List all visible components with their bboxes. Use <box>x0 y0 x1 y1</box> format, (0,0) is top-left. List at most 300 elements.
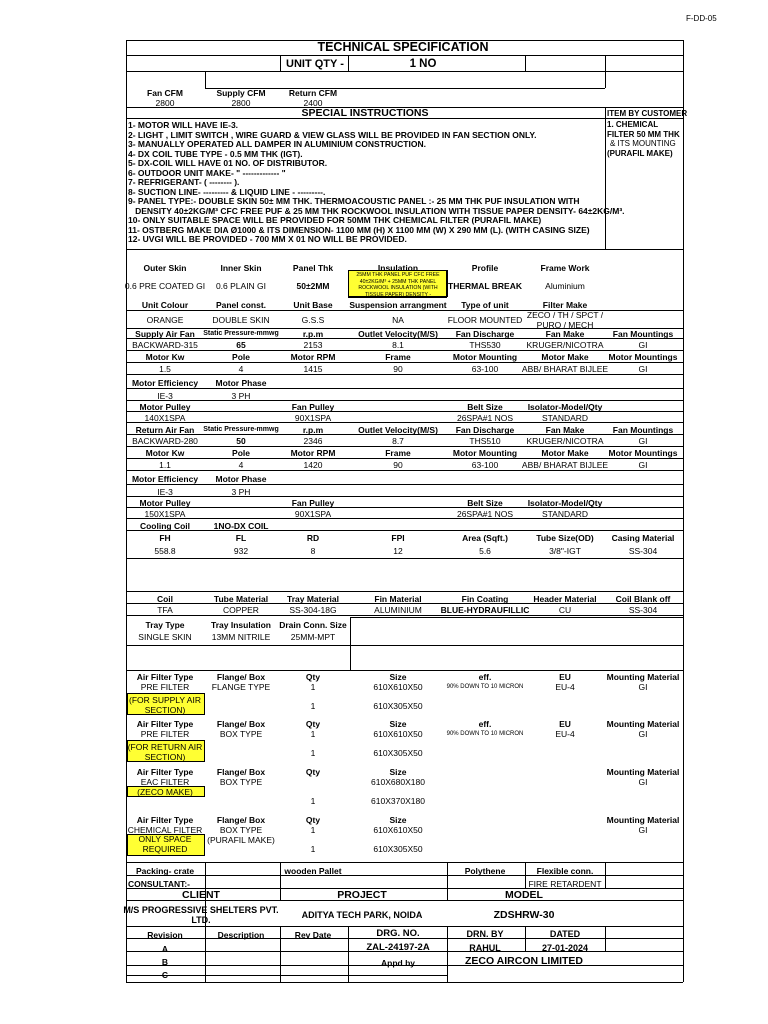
grid-line-h <box>126 975 447 976</box>
instruction-line: 7- REFRIGERANT- ( -------- ). <box>128 177 240 187</box>
instruction-line: 2- LIGHT , LIMIT SWITCH , WIRE GUARD & VIEW GLASS WILL BE PROVIDED IN FAN SECTION ONLY. <box>128 129 537 140</box>
model-heading: MODEL <box>505 889 543 901</box>
filter-qty: 1 <box>310 729 316 739</box>
filter-qty: 1 <box>310 825 316 835</box>
filter-header: Qty <box>305 672 321 682</box>
coil-h3: Drain Conn. Size <box>279 620 347 630</box>
supply-h1: Static Pressure-mmwg <box>203 330 279 337</box>
filter-mount: GI <box>638 777 648 787</box>
grid-line-h <box>126 670 683 671</box>
coil-h1: Tube Size(OD) <box>536 533 594 543</box>
instruction-line: 4- DX COIL TUBE TYPE - 0.5 MM THK (IGT). <box>128 148 303 159</box>
grid-line-v <box>280 55 281 71</box>
supply-h2: Motor Mounting <box>452 352 518 362</box>
return-h4: Motor Pulley <box>139 498 191 508</box>
filter-size: 610X610X50 <box>373 729 423 739</box>
filter-header: Flange/ Box <box>216 767 266 777</box>
return-h2: Motor Make <box>541 448 589 458</box>
grid-line-v <box>525 55 526 71</box>
grid-line-v <box>350 617 351 670</box>
doc-code: F-DD-05 <box>686 14 717 23</box>
instruction-line: 1- MOTOR WILL HAVE IE-3. <box>128 120 239 130</box>
grid-line-v <box>280 862 281 888</box>
grid-line-h <box>126 374 683 375</box>
supply-h2: Motor Mountings <box>608 352 678 362</box>
return-h1: Return Air Fan <box>135 425 195 435</box>
unit-colour-value: ORANGE <box>146 315 184 325</box>
unit-base-value: G.S.S <box>301 315 325 325</box>
return-h1: Static Pressure-mmwg <box>203 426 279 433</box>
client-name: LTD. <box>191 915 211 925</box>
filter-header: Mounting Material <box>606 672 680 682</box>
grid-line-h <box>126 496 683 497</box>
grid-line-v <box>205 71 206 88</box>
supply-h2: Pole <box>232 352 250 362</box>
return-v2: 63-100 <box>471 460 499 470</box>
rev-date-heading: Rev Date <box>294 930 332 940</box>
return-v3: 3 PH <box>231 487 251 497</box>
supply-v1: 65 <box>236 340 246 350</box>
coil-h1: FH <box>159 533 171 543</box>
polythene-label: Polythene <box>464 866 506 876</box>
coil-v2: SS-304-18G <box>289 605 337 615</box>
grid-line-v <box>683 40 684 982</box>
filter-type: CHEMICAL FILTER <box>127 825 203 835</box>
filter-mount: GI <box>638 825 648 835</box>
filter-header: Size <box>389 767 407 777</box>
return-v1: 8.7 <box>392 436 404 446</box>
filter-header: Air Filter Type <box>136 719 194 729</box>
panel-thk-value: 50±2MM <box>296 281 330 291</box>
coil-h1: Casing Material <box>611 533 675 543</box>
coil-v1: 12 <box>393 546 403 556</box>
fire-retardent: FIRE RETARDENT <box>528 879 602 889</box>
coil-v1: SS-304 <box>628 546 658 556</box>
packing-label: Packing- crate <box>136 866 195 876</box>
supply-v2: 4 <box>238 364 244 374</box>
revision-c: C <box>161 970 169 980</box>
grid-line-h <box>126 446 683 447</box>
suspension-label: Suspension arrangment <box>349 300 447 310</box>
drg-no-heading: DRG. NO. <box>376 928 420 939</box>
filter-header: Qty <box>305 719 321 729</box>
grid-line-h <box>126 530 683 531</box>
coil-v3: SINGLE SKIN <box>138 632 192 642</box>
inner-skin-value: 0.6 PLAIN GI <box>215 281 267 291</box>
grid-line-h <box>126 484 683 485</box>
coil-h1: FPI <box>391 533 405 543</box>
filter-eff: 90% DOWN TO 10 MICRON <box>446 684 524 690</box>
grid-line-h <box>126 982 683 983</box>
filter-size: 610X370X180 <box>371 796 425 806</box>
coil-v2: TFA <box>157 605 173 615</box>
instruction-line: 5- DX-COIL WILL HAVE 01 NO. OF DISTRIBUTOR. <box>128 158 328 168</box>
filter-make-line: ZECO / TH / SPCT / <box>526 310 604 320</box>
panel-const-label: Panel const. <box>215 300 267 310</box>
grid-line-h <box>350 617 683 618</box>
supply-cfm-label: Supply CFM <box>216 88 266 98</box>
grid-line-v <box>348 55 349 71</box>
unit-qty-label: UNIT QTY - <box>286 58 344 70</box>
return-v4: STANDARD <box>541 509 589 519</box>
supply-h1: Fan Mountings <box>612 329 674 339</box>
grid-line-v <box>280 926 281 982</box>
supply-v4: 140X1SPA <box>144 413 186 423</box>
supply-h1: Supply Air Fan <box>135 329 195 339</box>
pallet-label: wooden Pallet <box>284 866 342 876</box>
filter-type: PRE FILTER <box>140 682 190 692</box>
coil-v1: 8 <box>310 546 316 556</box>
insulation-line: 40±2KG/M³ + 25MM THK PANEL <box>359 278 437 285</box>
instruction-line: 11- OSTBERG MAKE DIA Ø1000 & ITS DIMENSION- 1100 MM (H) X 1100 MM (W) X 290 MM (L). (WITH CASING SIZE) <box>128 224 590 235</box>
grid-line-v <box>525 862 526 888</box>
dated-value: 27-01-2024 <box>541 943 589 953</box>
outer-skin-value: 0.6 PRE COATED GI <box>124 281 206 291</box>
coil-v3: 25MM-MPT <box>290 632 336 642</box>
profile-label: Profile <box>471 263 499 273</box>
grid-line-v <box>447 862 448 888</box>
profile-value: THERMAL BREAK <box>448 281 522 291</box>
supply-cfm-value: 2800 <box>231 98 251 108</box>
coil-v2: COPPER <box>223 605 259 615</box>
coil-h2: Coil <box>156 594 174 604</box>
filter-type: PRE FILTER <box>140 729 190 739</box>
consultant-label: CONSULTANT:- <box>128 879 191 889</box>
filter-flange: BOX TYPE <box>219 777 263 787</box>
instruction-line: 6- OUTDOOR UNIT MAKE- " ------------- " <box>128 167 286 178</box>
filter-header: Size <box>389 719 407 729</box>
filter-qty: 1 <box>310 844 316 854</box>
return-h2: Motor Kw <box>145 448 185 458</box>
supply-v1: BACKWARD-315 <box>132 340 198 350</box>
filter-size: 610X610X50 <box>373 682 423 692</box>
return-v2: 1.1 <box>159 460 171 470</box>
return-h3: Motor Efficiency <box>131 474 199 484</box>
filter-qty: 1 <box>310 796 316 806</box>
coil-v1: 558.8 <box>154 546 176 556</box>
customer-line: FILTER 50 MM THK <box>607 129 680 139</box>
supply-v2: 90 <box>393 364 403 374</box>
supply-v1: 8.1 <box>392 340 404 350</box>
filter-header: Mounting Material <box>606 767 680 777</box>
return-h1: Fan Mountings <box>612 425 674 435</box>
return-h2: Pole <box>232 448 250 458</box>
grid-line-h <box>126 591 683 592</box>
inner-skin-label: Inner Skin <box>220 263 262 273</box>
customer-line: 1. CHEMICAL <box>607 120 659 129</box>
return-v2: GI <box>638 460 648 470</box>
filter-mount: GI <box>638 729 648 739</box>
coil-h2: Header Material <box>533 594 597 604</box>
client-heading: CLIENT <box>182 889 220 901</box>
supply-v1: GI <box>638 340 648 350</box>
frame-work-value: Aluminium <box>545 281 585 291</box>
revision-a: A <box>161 944 169 954</box>
model-name: ZDSHRW-30 <box>493 909 555 921</box>
supply-h3: Motor Efficiency <box>131 378 199 388</box>
filter-note: SECTION) <box>144 705 186 715</box>
grid-line-h <box>350 645 683 646</box>
coil-title: Cooling Coil <box>139 521 191 531</box>
supply-v2: 63-100 <box>471 364 499 374</box>
drg-no-value: ZAL-24197-2A <box>366 942 430 953</box>
supply-v1: THS530 <box>469 340 501 350</box>
supply-h2: Motor Make <box>541 352 589 362</box>
supply-h1: Fan Discharge <box>455 329 515 339</box>
return-v1: THS510 <box>469 436 501 446</box>
revision-b: B <box>161 957 169 967</box>
return-v4: 90X1SPA <box>294 509 332 519</box>
return-h2: Frame <box>385 448 411 458</box>
grid-line-v <box>447 926 448 951</box>
filter-header: Flange/ Box <box>216 719 266 729</box>
return-h2: Motor RPM <box>290 448 336 458</box>
filter-header: Air Filter Type <box>136 767 194 777</box>
customer-line: (PURAFIL MAKE) <box>607 148 673 158</box>
filter-type: EAC FILTER <box>140 777 190 787</box>
insulation-label: Insulation <box>377 263 419 273</box>
filter-make-label: Filter Make <box>542 300 588 310</box>
filter-header: Flange/ Box <box>216 672 266 682</box>
supply-h1: r.p.m <box>302 329 324 339</box>
coil-v2: BLUE-HYDRAUFILLIC <box>440 605 530 615</box>
coil-h1: FL <box>235 533 247 543</box>
return-cfm-label: Return CFM <box>288 88 338 98</box>
return-v3: IE-3 <box>157 487 173 497</box>
supply-h1: Outlet Velocity(M/S) <box>358 329 438 339</box>
drn-by-heading: DRN. BY <box>466 929 504 939</box>
return-h2: Motor Mountings <box>608 448 678 458</box>
coil-h3: Tray Type <box>145 620 185 630</box>
return-v4: 26SPA#1 NOS <box>456 509 514 519</box>
panel-const-value: DOUBLE SKIN <box>212 315 270 325</box>
insulation-line: ROCKWOOL INSULATION (WITH <box>358 285 438 291</box>
return-h2: Motor Mounting <box>452 448 518 458</box>
grid-line-v <box>605 862 606 888</box>
supply-v3: 3 PH <box>231 391 251 401</box>
filter-qty: 1 <box>310 682 316 692</box>
filter-note: (FOR SUPPLY AIR <box>129 695 201 705</box>
type-of-unit-value: FLOOR MOUNTED <box>447 315 523 325</box>
grid-line-h <box>126 362 683 363</box>
panel-thk-label: Panel Thk <box>292 263 334 273</box>
filter-eff: 90% DOWN TO 10 MICRON <box>446 731 524 737</box>
instruction-line: 8- SUCTION LINE- --------- & LIQUID LINE - ---------. <box>128 186 326 197</box>
supply-h2: Motor Kw <box>145 352 185 362</box>
project-heading: PROJECT <box>337 889 387 901</box>
filter-header: Qty <box>305 815 321 825</box>
unit-base-label: Unit Base <box>293 300 333 310</box>
coil-h2: Fin Material <box>374 594 422 604</box>
filter-header: Mounting Material <box>606 815 680 825</box>
return-v1: GI <box>638 436 648 446</box>
return-v2: 90 <box>393 460 403 470</box>
grid-line-h <box>205 71 605 72</box>
filter-flange: FLANGE TYPE <box>211 682 271 692</box>
instruction-line: 3- MANUALLY OPERATED ALL DAMPER IN ALUMINIUM CONSTRUCTION. <box>128 139 426 149</box>
supply-v2: ABB/ BHARAT BIJLEE <box>521 364 609 374</box>
filter-make-line: PURO / MECH <box>536 319 594 330</box>
grid-line-h <box>126 55 683 56</box>
filter-header: Mounting Material <box>606 719 680 729</box>
coil-h2: Fin Coating <box>461 594 509 604</box>
supply-v1: 2153 <box>303 340 323 350</box>
grid-line-h <box>126 400 683 401</box>
supply-h4: Fan Pulley <box>291 402 335 412</box>
special-instructions-title: SPECIAL INSTRUCTIONS <box>301 107 429 119</box>
supply-h4: Motor Pulley <box>139 402 191 412</box>
coil-h2: Tube Material <box>213 594 269 604</box>
grid-line-v <box>605 71 606 88</box>
grid-line-v <box>605 55 606 71</box>
dated-heading: DATED <box>549 929 581 939</box>
grid-line-h <box>126 422 683 423</box>
grid-line-h <box>126 350 683 351</box>
filter-eu: EU-4 <box>555 682 575 692</box>
suspension-value: NA <box>392 315 404 325</box>
insulation-line: 25MM THK PANEL PUF CFC FREE <box>356 272 440 278</box>
supply-h4: Belt Size <box>467 402 503 412</box>
page-title: TECHNICAL SPECIFICATION <box>317 40 489 54</box>
filter-size: 610X610X50 <box>373 825 423 835</box>
filter-header: EU <box>559 719 571 729</box>
coil-v2: CU <box>558 605 572 615</box>
flex-conn-label: Flexible conn. <box>536 866 594 876</box>
filter-header: Flange/ Box <box>216 815 266 825</box>
filter-note: SECTION) <box>144 752 186 762</box>
filter-eu: EU-4 <box>555 729 575 739</box>
coil-v2: ALUMINIUM <box>374 605 422 615</box>
filter-size: 610X305X50 <box>373 748 423 758</box>
filter-note: REQUIRED <box>142 844 188 854</box>
client-name: M/S PROGRESSIVE SHELTERS PVT. <box>123 905 279 915</box>
instruction-line: DENSITY 40±2KG/M³ CFC FREE PUF & 25 MM THK ROCKWOOL INSULATION WITH TISSUE PAPER DENSITY- 64±2KG/M³. <box>128 205 625 216</box>
filter-size: 610X305X50 <box>373 701 423 711</box>
grid-line-h <box>126 249 683 250</box>
filter-header: EU <box>559 672 571 682</box>
filter-flange: BOX TYPE <box>219 825 263 835</box>
grid-line-v <box>525 926 526 951</box>
filter-header: eff. <box>478 719 492 729</box>
supply-v2: 1415 <box>303 364 323 374</box>
coil-v1: 932 <box>233 546 249 556</box>
filter-note: (FOR RETURN AIR <box>127 742 203 752</box>
grid-line-h <box>126 470 683 471</box>
customer-line: & ITS MOUNTING <box>610 139 676 148</box>
return-v4: 150X1SPA <box>144 509 186 519</box>
grid-line-v <box>605 107 606 249</box>
return-h4: Isolator-Model/Qty <box>527 498 603 508</box>
return-h1: Outlet Velocity(M/S) <box>358 425 438 435</box>
grid-line-h <box>126 875 683 876</box>
grid-line-v <box>348 926 349 982</box>
supply-h3: Motor Phase <box>215 378 267 388</box>
instruction-line: 9- PANEL TYPE:- DOUBLE SKIN 50± MM THK. THERMOACOUSTIC PANEL :- 25 MM THK PUF INSULATION WITH <box>128 196 580 206</box>
drn-by-value: RAHUL <box>469 943 501 953</box>
frame-work-label: Frame Work <box>540 263 590 273</box>
description-heading: Description <box>217 930 265 940</box>
grid-line-h <box>126 615 683 616</box>
return-h4: Belt Size <box>467 498 503 508</box>
grid-line-h <box>126 645 350 646</box>
company-name: ZECO AIRCON LIMITED <box>464 955 584 967</box>
supply-h4: Isolator-Model/Qty <box>527 402 603 412</box>
return-v1: 50 <box>236 436 246 446</box>
supply-v4: 90X1SPA <box>294 413 332 423</box>
return-v1: KRUGER/NICOTRA <box>526 436 604 446</box>
filter-flange: BOX TYPE <box>219 729 263 739</box>
filter-mount: GI <box>638 682 648 692</box>
grid-line-h <box>126 388 683 389</box>
supply-v2: GI <box>638 364 648 374</box>
grid-line-h <box>126 518 683 519</box>
return-h1: Fan Discharge <box>455 425 515 435</box>
supply-v4: STANDARD <box>541 413 589 423</box>
outer-skin-label: Outer Skin <box>143 263 187 273</box>
coil-h1: Area (Sqft.) <box>462 533 508 543</box>
supply-v3: IE-3 <box>157 391 173 401</box>
fan-cfm-value: 2800 <box>155 98 175 108</box>
coil-h1: RD <box>306 533 320 543</box>
return-h1: Fan Make <box>545 425 585 435</box>
filter-size: 610X680X180 <box>371 777 425 787</box>
supply-v2: 1.5 <box>159 364 171 374</box>
filter-header: Size <box>389 815 407 825</box>
return-h1: r.p.m <box>302 425 324 435</box>
grid-line-v <box>447 951 448 982</box>
grid-line-h <box>126 862 683 863</box>
coil-h3: Tray Insulation <box>211 620 271 630</box>
return-h4: Fan Pulley <box>291 498 335 508</box>
return-v2: 4 <box>238 460 244 470</box>
grid-line-h <box>126 558 683 559</box>
filter-header: Size <box>389 672 407 682</box>
supply-h1: Fan Make <box>545 329 585 339</box>
insulation-line: TISSUE PAPER) DENSITY - <box>364 291 432 298</box>
supply-v4: 26SPA#1 NOS <box>456 413 514 423</box>
return-v2: ABB/ BHARAT BIJLEE <box>521 460 609 470</box>
unit-qty-value: 1 NO <box>409 58 437 70</box>
grid-line-v <box>447 888 448 900</box>
coil-v2: SS-304 <box>628 605 658 615</box>
filter-flange: (PURAFIL MAKE) <box>207 835 275 845</box>
return-v1: BACKWARD-280 <box>132 436 198 446</box>
instruction-line: 12- UVGI WILL BE PROVIDED - 700 MM X 01 NO WILL BE PROVIDED. <box>128 234 407 244</box>
return-v2: 1420 <box>303 460 323 470</box>
coil-h2: Tray Material <box>287 594 339 604</box>
fan-cfm-label: Fan CFM <box>147 88 183 98</box>
coil-h2: Coil Blank off <box>615 594 671 604</box>
project-name: ADITYA TECH PARK, NOIDA <box>301 910 423 920</box>
filter-header: Air Filter Type <box>136 672 194 682</box>
grid-line-v <box>605 926 606 951</box>
coil-v3: 13MM NITRILE <box>211 632 271 642</box>
appd-by: Appd by <box>381 958 415 968</box>
filter-note: (ZECO MAKE) <box>137 787 193 797</box>
filter-header: Qty <box>305 767 321 777</box>
return-h3: Motor Phase <box>215 474 267 484</box>
filter-qty: 1 <box>310 701 316 711</box>
return-cfm-value: 2400 <box>303 98 323 108</box>
grid-line-h <box>126 458 683 459</box>
instruction-line: 10- ONLY SUITABLE SPACE WILL BE PROVIDED FOR 50MM THK CHEMICAL FILTER (PURAFIL MAKE) <box>128 215 542 225</box>
type-of-unit-label: Type of unit <box>461 300 509 310</box>
grid-line-h <box>126 926 683 927</box>
filter-note: ONLY SPACE <box>138 834 192 844</box>
supply-h2: Frame <box>385 352 411 362</box>
coil-v1: 5.6 <box>479 546 491 556</box>
unit-colour-label: Unit Colour <box>141 300 189 310</box>
